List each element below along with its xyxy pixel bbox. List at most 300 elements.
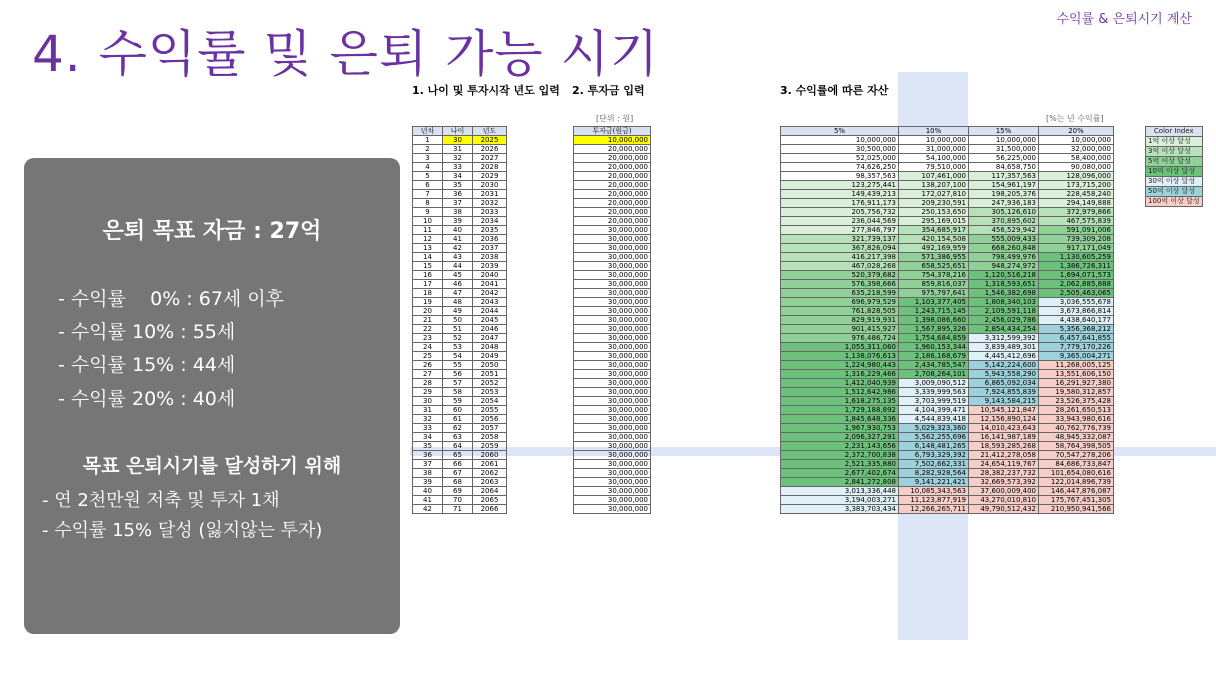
asset-10pct-cell: 492,169,959 [899,244,969,253]
table-row [781,505,1114,514]
table-row [574,370,651,379]
principal-cell: 30,000,000 [574,370,651,379]
age-cell: 57 [443,379,473,388]
year-cell: 2061 [473,460,507,469]
table-row [574,478,651,487]
year-cell: 2046 [473,325,507,334]
table-row [574,325,651,334]
asset-5pct-cell: 1,316,229,466 [781,370,899,379]
principal-cell: 30,000,000 [574,424,651,433]
asset-15pct-cell: 798,499,976 [969,253,1039,262]
age-cell: 68 [443,478,473,487]
year-cell: 2053 [473,388,507,397]
plan-item-savings: - 연 2천만원 저축 및 투자 1채 [42,490,280,511]
asset-20pct-cell: 128,096,000 [1039,172,1114,181]
rate-line-10: - 수익률 10% : 55세 [58,321,236,343]
year-cell: 2031 [473,190,507,199]
age-cell: 65 [443,451,473,460]
year-index-cell: 14 [413,253,443,262]
legend-row [1146,157,1203,167]
legend-title: Color Index [1146,127,1203,137]
unit-note: [단위 : 원] [596,114,634,123]
asset-5pct-cell: 901,415,927 [781,325,899,334]
principal-cell: 20,000,000 [574,172,651,181]
asset-10pct-cell: 3,339,999,563 [899,388,969,397]
asset-15pct-cell: 18,593,285,268 [969,442,1039,451]
table-row [781,397,1114,406]
asset-15pct-cell: 456,529,942 [969,226,1039,235]
table-row [781,460,1114,469]
asset-5pct-cell: 2,841,272,808 [781,478,899,487]
asset-15pct-cell: 6,865,092,034 [969,379,1039,388]
year-cell: 2044 [473,307,507,316]
year-cell: 2064 [473,487,507,496]
table-row [413,298,507,307]
asset-15pct-cell: 3,312,599,392 [969,334,1039,343]
year-cell: 2052 [473,379,507,388]
asset-20pct-cell: 40,762,776,739 [1039,424,1114,433]
table-row [574,163,651,172]
age-cell: 38 [443,208,473,217]
asset-15pct-cell: 4,445,412,696 [969,352,1039,361]
asset-20pct-cell: 173,715,200 [1039,181,1114,190]
table-row [574,289,651,298]
table-row [413,388,507,397]
summary-panel [24,158,400,634]
table-row [413,325,507,334]
asset-5pct-cell: 52,025,000 [781,154,899,163]
header-rate-15: 15% [969,127,1039,136]
legend-item: 50억 이상 달성 [1146,187,1203,197]
year-index-cell: 34 [413,433,443,442]
year-index-cell: 23 [413,334,443,343]
asset-5pct-cell: 1,967,930,753 [781,424,899,433]
table-row [413,424,507,433]
age-cell: 71 [443,505,473,514]
age-cell: 61 [443,415,473,424]
principal-cell: 10,000,000 [574,136,651,145]
year-index-cell: 22 [413,325,443,334]
principal-cell: 20,000,000 [574,217,651,226]
principal-cell: 30,000,000 [574,235,651,244]
asset-5pct-cell: 1,412,040,939 [781,379,899,388]
year-cell: 2049 [473,352,507,361]
table-row [574,253,651,262]
principal-cell: 30,000,000 [574,388,651,397]
age-cell: 62 [443,424,473,433]
asset-20pct-cell: 5,356,368,212 [1039,325,1114,334]
table-row [781,469,1114,478]
asset-15pct-cell: 32,669,573,392 [969,478,1039,487]
table-row [413,460,507,469]
table-row [781,343,1114,352]
asset-20pct-cell: 7,779,170,226 [1039,343,1114,352]
principal-cell: 30,000,000 [574,271,651,280]
table-row [574,298,651,307]
asset-10pct-cell: 1,103,377,405 [899,298,969,307]
slide-title: 4. 수익률 및 은퇴 가능 시기 [32,25,660,83]
table-row [781,154,1114,163]
principal-cell: 30,000,000 [574,352,651,361]
table-row [413,379,507,388]
principal-cell: 30,000,000 [574,469,651,478]
year-index-cell: 17 [413,280,443,289]
table-row [781,496,1114,505]
table-row [781,190,1114,199]
asset-5pct-cell: 761,828,505 [781,307,899,316]
asset-20pct-cell: 11,268,005,125 [1039,361,1114,370]
age-cell: 49 [443,307,473,316]
asset-20pct-cell: 19,580,312,857 [1039,388,1114,397]
table-row [413,352,507,361]
asset-20pct-cell: 175,767,451,305 [1039,496,1114,505]
year-cell: 2039 [473,262,507,271]
principal-cell: 20,000,000 [574,145,651,154]
rate-line-0: - 수익률 0% : 67세 이후 [58,288,285,310]
asset-15pct-cell: 10,545,121,847 [969,406,1039,415]
asset-15pct-cell: 10,000,000 [969,136,1039,145]
year-cell: 2028 [473,163,507,172]
asset-5pct-cell: 123,275,441 [781,181,899,190]
year-index-cell: 32 [413,415,443,424]
age-cell: 52 [443,334,473,343]
year-cell: 2062 [473,469,507,478]
asset-10pct-cell: 5,029,323,360 [899,424,969,433]
asset-20pct-cell: 1,130,605,259 [1039,253,1114,262]
principal-cell: 30,000,000 [574,226,651,235]
year-index-cell: 18 [413,289,443,298]
asset-20pct-cell: 84,686,733,847 [1039,460,1114,469]
asset-20pct-cell: 32,000,000 [1039,145,1114,154]
asset-15pct-cell: 948,274,972 [969,262,1039,271]
principal-cell: 20,000,000 [574,181,651,190]
header-year: 년도 [473,127,507,136]
retirement-goal: 은퇴 목표 자금 : 27억 [102,219,322,244]
age-cell: 60 [443,406,473,415]
asset-5pct-cell: 98,357,563 [781,172,899,181]
legend-row [1146,197,1203,207]
asset-5pct-cell: 10,000,000 [781,136,899,145]
asset-15pct-cell: 21,412,278,058 [969,451,1039,460]
age-cell: 59 [443,397,473,406]
year-index-cell: 2 [413,145,443,154]
table-row [781,199,1114,208]
year-cell: 2035 [473,226,507,235]
year-cell: 2060 [473,451,507,460]
table-row [574,343,651,352]
asset-15pct-cell: 9,143,584,215 [969,397,1039,406]
asset-20pct-cell: 1,694,071,573 [1039,271,1114,280]
age-cell: 51 [443,325,473,334]
asset-5pct-cell: 1,512,642,986 [781,388,899,397]
principal-cell: 30,000,000 [574,433,651,442]
age-cell: 30 [443,136,473,145]
year-cell: 2043 [473,298,507,307]
year-cell: 2051 [473,370,507,379]
asset-20pct-cell: 210,950,941,566 [1039,505,1114,514]
asset-10pct-cell: 2,434,785,547 [899,361,969,370]
principal-cell: 30,000,000 [574,397,651,406]
asset-10pct-cell: 2,186,168,679 [899,352,969,361]
principal-cell: 20,000,000 [574,208,651,217]
asset-20pct-cell: 372,979,866 [1039,208,1114,217]
principal-cell: 30,000,000 [574,487,651,496]
asset-5pct-cell: 30,500,000 [781,145,899,154]
asset-5pct-cell: 149,439,213 [781,190,899,199]
table-row [413,487,507,496]
table-row [574,199,651,208]
asset-10pct-cell: 10,085,343,563 [899,487,969,496]
year-cell: 2040 [473,271,507,280]
table-row [413,334,507,343]
principal-cell: 30,000,000 [574,415,651,424]
table-row [413,505,507,514]
principal-cell: 30,000,000 [574,478,651,487]
year-index-cell: 13 [413,244,443,253]
year-cell: 2034 [473,217,507,226]
table-row [574,334,651,343]
table-row [574,442,651,451]
year-index-cell: 7 [413,190,443,199]
age-cell: 39 [443,217,473,226]
table-row [781,415,1114,424]
table-row [413,289,507,298]
year-index-cell: 12 [413,235,443,244]
year-index-cell: 39 [413,478,443,487]
table-row [413,478,507,487]
principal-cell: 30,000,000 [574,334,651,343]
table-row [574,244,651,253]
table-row [413,469,507,478]
table-row [574,388,651,397]
year-cell: 2063 [473,478,507,487]
asset-15pct-cell: 3,839,489,301 [969,343,1039,352]
principal-cell: 30,000,000 [574,244,651,253]
asset-10pct-cell: 3,703,999,519 [899,397,969,406]
table-row [574,226,651,235]
table-row [574,496,651,505]
asset-10pct-cell: 4,104,399,471 [899,406,969,415]
age-cell: 54 [443,352,473,361]
year-index-cell: 3 [413,154,443,163]
asset-10pct-cell: 4,544,839,418 [899,415,969,424]
table-row [574,280,651,289]
asset-15pct-cell: 555,009,433 [969,235,1039,244]
table-row [413,253,507,262]
asset-15pct-cell: 5,943,558,290 [969,370,1039,379]
asset-15pct-cell: 49,790,512,432 [969,505,1039,514]
asset-10pct-cell: 8,282,928,564 [899,469,969,478]
section-age-year: 1. 나이 및 투자시작 년도 입력 [412,84,560,97]
asset-5pct-cell: 520,379,682 [781,271,899,280]
age-cell: 47 [443,289,473,298]
table-row [413,163,507,172]
asset-20pct-cell: 90,080,000 [1039,163,1114,172]
age-cell: 31 [443,145,473,154]
table-row [413,190,507,199]
asset-10pct-cell: 1,754,684,859 [899,334,969,343]
asset-10pct-cell: 295,169,015 [899,217,969,226]
age-cell: 42 [443,244,473,253]
table-row [413,217,507,226]
year-cell: 2038 [473,253,507,262]
principal-cell: 30,000,000 [574,307,651,316]
principal-cell: 30,000,000 [574,316,651,325]
asset-15pct-cell: 154,961,197 [969,181,1039,190]
year-cell: 2048 [473,343,507,352]
year-cell: 2037 [473,244,507,253]
year-index-cell: 31 [413,406,443,415]
principal-cell: 30,000,000 [574,361,651,370]
asset-5pct-cell: 1,055,311,060 [781,343,899,352]
asset-15pct-cell: 28,382,237,732 [969,469,1039,478]
year-index-cell: 28 [413,379,443,388]
table-row [574,307,651,316]
asset-15pct-cell: 198,205,376 [969,190,1039,199]
year-cell: 2025 [473,136,507,145]
year-index-cell: 9 [413,208,443,217]
year-cell: 2066 [473,505,507,514]
asset-5pct-cell: 1,729,188,892 [781,406,899,415]
table-row [413,280,507,289]
asset-10pct-cell: 209,230,591 [899,199,969,208]
table-row [574,415,651,424]
asset-20pct-cell: 591,091,006 [1039,226,1114,235]
principal-cell: 30,000,000 [574,406,651,415]
legend-item: 1억 이상 달성 [1146,137,1203,147]
year-index-cell: 19 [413,298,443,307]
year-cell: 2030 [473,181,507,190]
year-index-cell: 15 [413,262,443,271]
age-cell: 37 [443,199,473,208]
asset-15pct-cell: 84,658,750 [969,163,1039,172]
table-row [781,172,1114,181]
asset-20pct-cell: 917,171,049 [1039,244,1114,253]
age-cell: 36 [443,190,473,199]
table-row [413,433,507,442]
asset-10pct-cell: 79,510,000 [899,163,969,172]
asset-15pct-cell: 1,808,340,103 [969,298,1039,307]
asset-10pct-cell: 31,000,000 [899,145,969,154]
age-cell: 55 [443,361,473,370]
header-principal: 투자금(원금) [574,127,651,136]
year-index-cell: 8 [413,199,443,208]
age-cell: 53 [443,343,473,352]
asset-15pct-cell: 117,357,563 [969,172,1039,181]
year-index-cell: 16 [413,271,443,280]
asset-5pct-cell: 416,217,398 [781,253,899,262]
table-row [413,361,507,370]
asset-5pct-cell: 277,846,797 [781,226,899,235]
table-row [781,244,1114,253]
principal-cell: 30,000,000 [574,343,651,352]
table-row [413,451,507,460]
age-cell: 63 [443,433,473,442]
asset-5pct-cell: 2,677,402,674 [781,469,899,478]
asset-15pct-cell: 16,141,987,189 [969,433,1039,442]
header-year-index: 년차 [413,127,443,136]
asset-20pct-cell: 13,551,606,150 [1039,370,1114,379]
age-cell: 56 [443,370,473,379]
table-row [781,325,1114,334]
asset-5pct-cell: 829,919,931 [781,316,899,325]
year-cell: 2059 [473,442,507,451]
assets-table [780,126,1114,514]
asset-5pct-cell: 2,096,327,291 [781,433,899,442]
asset-5pct-cell: 3,383,703,434 [781,505,899,514]
asset-20pct-cell: 28,261,650,513 [1039,406,1114,415]
principal-cell: 30,000,000 [574,280,651,289]
year-index-cell: 11 [413,226,443,235]
asset-20pct-cell: 146,447,876,087 [1039,487,1114,496]
table-row [781,163,1114,172]
asset-10pct-cell: 9,141,221,421 [899,478,969,487]
header-rate-10: 10% [899,127,969,136]
rate-line-20: - 수익률 20% : 40세 [58,388,236,410]
age-cell: 48 [443,298,473,307]
year-index-cell: 27 [413,370,443,379]
age-cell: 45 [443,271,473,280]
table-row [781,361,1114,370]
table-row [574,406,651,415]
year-cell: 2036 [473,235,507,244]
age-cell: 44 [443,262,473,271]
asset-15pct-cell: 24,654,119,767 [969,460,1039,469]
age-cell: 41 [443,235,473,244]
table-row [413,235,507,244]
asset-10pct-cell: 658,525,651 [899,262,969,271]
asset-20pct-cell: 48,945,332,087 [1039,433,1114,442]
table-row [574,262,651,271]
table-row [413,226,507,235]
table-row [781,379,1114,388]
table-row [413,397,507,406]
table-row [781,235,1114,244]
legend-row [1146,167,1203,177]
table-row [781,145,1114,154]
year-cell: 2056 [473,415,507,424]
age-cell: 67 [443,469,473,478]
asset-5pct-cell: 321,739,137 [781,235,899,244]
color-index-legend [1145,126,1203,207]
table-row [781,478,1114,487]
table-row [413,316,507,325]
table-row [574,505,651,514]
asset-10pct-cell: 420,154,508 [899,235,969,244]
principal-cell: 30,000,000 [574,298,651,307]
principal-cell: 30,000,000 [574,505,651,514]
asset-5pct-cell: 2,372,700,838 [781,451,899,460]
asset-10pct-cell: 354,685,917 [899,226,969,235]
table-row [413,496,507,505]
table-row [574,190,651,199]
rate-line-15: - 수익률 15% : 44세 [58,354,236,376]
table-row [574,379,651,388]
principal-cell: 30,000,000 [574,460,651,469]
asset-10pct-cell: 571,386,955 [899,253,969,262]
year-cell: 2054 [473,397,507,406]
asset-20pct-cell: 739,309,208 [1039,235,1114,244]
asset-20pct-cell: 23,526,375,428 [1039,397,1114,406]
asset-15pct-cell: 12,156,890,124 [969,415,1039,424]
year-index-cell: 20 [413,307,443,316]
section-assets: 3. 수익률에 따른 자산 [780,84,889,97]
table-row [781,334,1114,343]
table-row [781,289,1114,298]
year-index-cell: 40 [413,487,443,496]
age-cell: 32 [443,154,473,163]
table-row [781,370,1114,379]
